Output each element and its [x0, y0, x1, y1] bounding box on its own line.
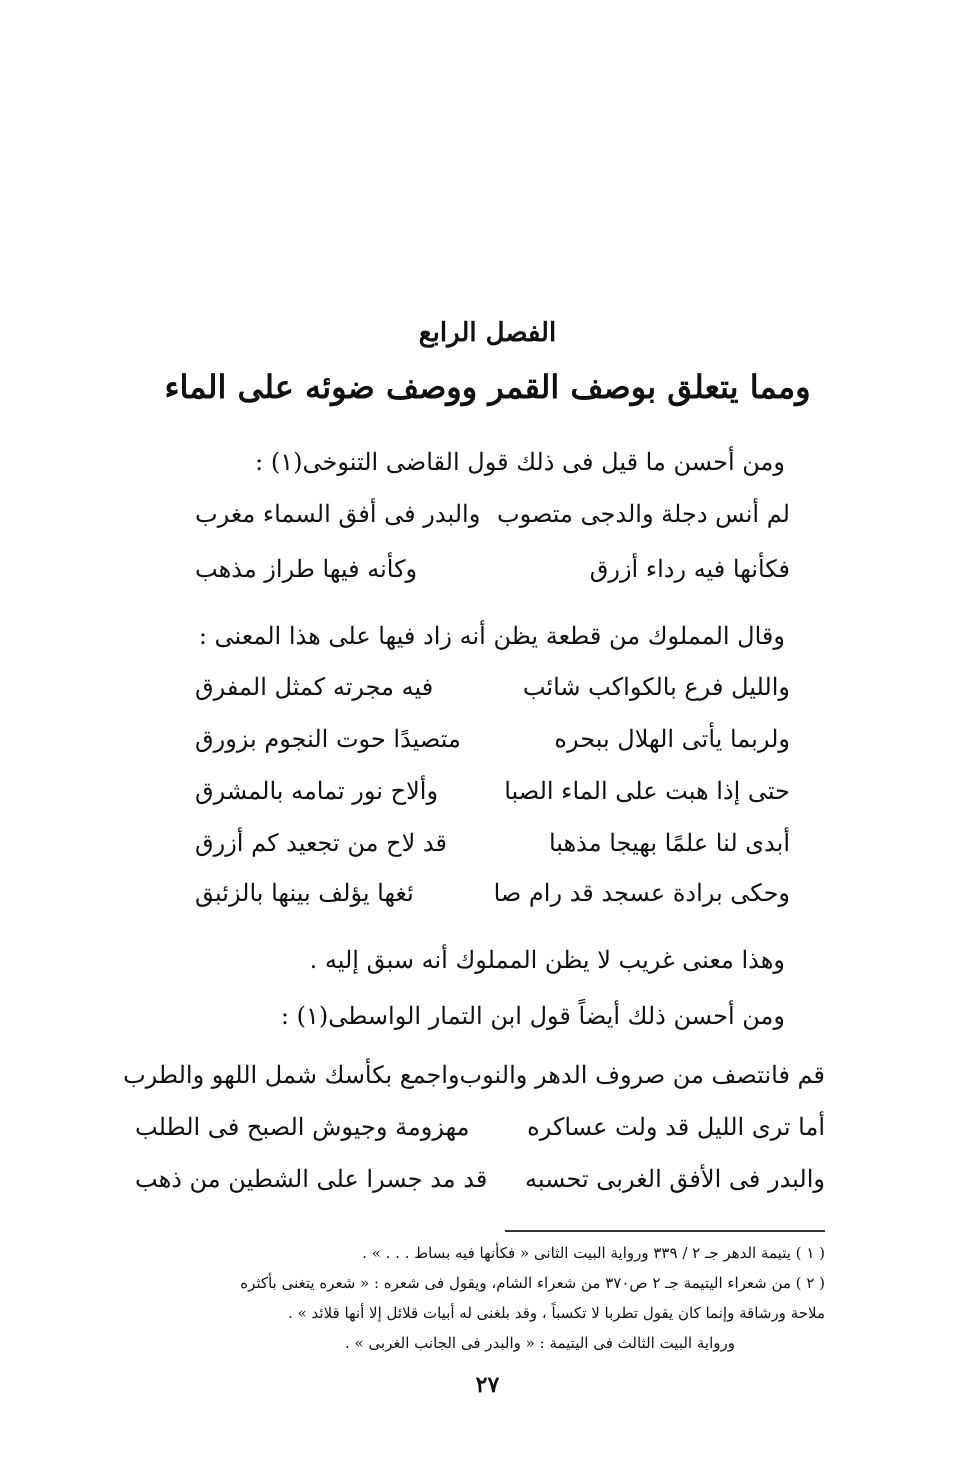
footnote-line: ( ٢ ) من شعراء اليتيمة جـ ٢ ص٣٧٠ من شعراء الشام، ويقول فى شعره : « شعره يتغنى بأكثره — [240, 1274, 825, 1292]
footnote-divider — [505, 1230, 825, 1232]
verse-first-hemistich: والبدر فى الأفق الغربى تحسبه — [524, 1165, 825, 1193]
verse-second-hemistich: فيه مجرته كمثل المفرق — [195, 673, 434, 701]
verse-first-hemistich: قم فانتصف من صروف الدهر والنوب — [459, 1061, 825, 1089]
verse-first-hemistich: ولربما يأتى الهلال ببحره — [554, 725, 790, 753]
verse-line — [123, 1061, 825, 1089]
verse-line — [195, 555, 790, 583]
chapter-title: الفصل الرابع — [418, 318, 557, 348]
verse-first-hemistich: والليل فرع بالكواكب شائب — [522, 673, 790, 701]
verse-second-hemistich: والبدر فى أفق السماء مغرب — [195, 500, 481, 528]
verse-first-hemistich: أبدى لنا علمًا بهيجا مذهبا — [548, 829, 790, 857]
intro-paragraph: ومن أحسن ذلك أيضاً قول ابن التمار الواسطى(١) : — [280, 1002, 785, 1030]
verse-second-hemistich: ئغها يؤلف بينها بالزئبق — [195, 879, 414, 907]
verse-line — [135, 1113, 825, 1141]
verse-second-hemistich: قد لاح من تجعيد كم أزرق — [195, 829, 447, 857]
verse-second-hemistich: وألاح نور تمامه بالمشرق — [195, 777, 439, 805]
verse-second-hemistich: قد مد جسرا على الشطين من ذهب — [135, 1165, 488, 1193]
verse-first-hemistich: أما ترى الليل قد ولت عساكره — [527, 1113, 825, 1141]
verse-second-hemistich: متصيدًا حوت النجوم بزورق — [195, 725, 461, 753]
footnote-line: ( ١ ) يتيمة الدهر جـ ٢ / ٣٣٩ ورواية البيت الثانى « فكأنها فيه بساط . . . » . — [362, 1244, 825, 1262]
verse-first-hemistich: فكأنها فيه رداء أزرق — [589, 555, 790, 583]
verse-line — [195, 673, 790, 701]
verse-second-hemistich: واجمع بكأسك شمل اللهو والطرب — [123, 1061, 460, 1089]
verse-second-hemistich: وكأنه فيها طراز مذهب — [195, 555, 418, 583]
verse-first-hemistich: لم أنس دجلة والدجى متصوب — [497, 500, 790, 528]
verse-line — [195, 777, 790, 805]
verse-line — [135, 1165, 825, 1193]
verse-first-hemistich: حتى إذا هبت على الماء الصبا — [504, 777, 790, 805]
verse-line — [195, 829, 790, 857]
commentary-paragraph: وهذا معنى غريب لا يظن المملوك أنه سبق إليه . — [309, 946, 785, 974]
verse-line — [195, 725, 790, 753]
intro-paragraph: وقال المملوك من قطعة يظن أنه زاد فيها على هذا المعنى : — [198, 622, 785, 650]
intro-paragraph: ومن أحسن ما قيل فى ذلك قول القاضى التنوخى(١) : — [255, 448, 785, 476]
footnote-line: ملاحة ورشاقة وإنما كان يقول تطربا لا تكسباً ، وقد بلغنى له أبيات قلائل إلا أنها قلائد » . — [288, 1304, 825, 1322]
chapter-subtitle: ومما يتعلق بوصف القمر ووصف ضوئه على الماء — [164, 368, 811, 406]
verse-line — [195, 879, 790, 907]
footnote-line: ورواية البيت الثالث فى اليتيمة : « والبدر فى الجانب الغربى » . — [345, 1334, 735, 1352]
verse-second-hemistich: مهزومة وجيوش الصبح فى الطلب — [135, 1113, 470, 1141]
verse-line — [195, 500, 790, 528]
verse-first-hemistich: وحكى برادة عسجد قد رام صا — [493, 879, 790, 907]
page-number: ٢٧ — [475, 1372, 500, 1398]
